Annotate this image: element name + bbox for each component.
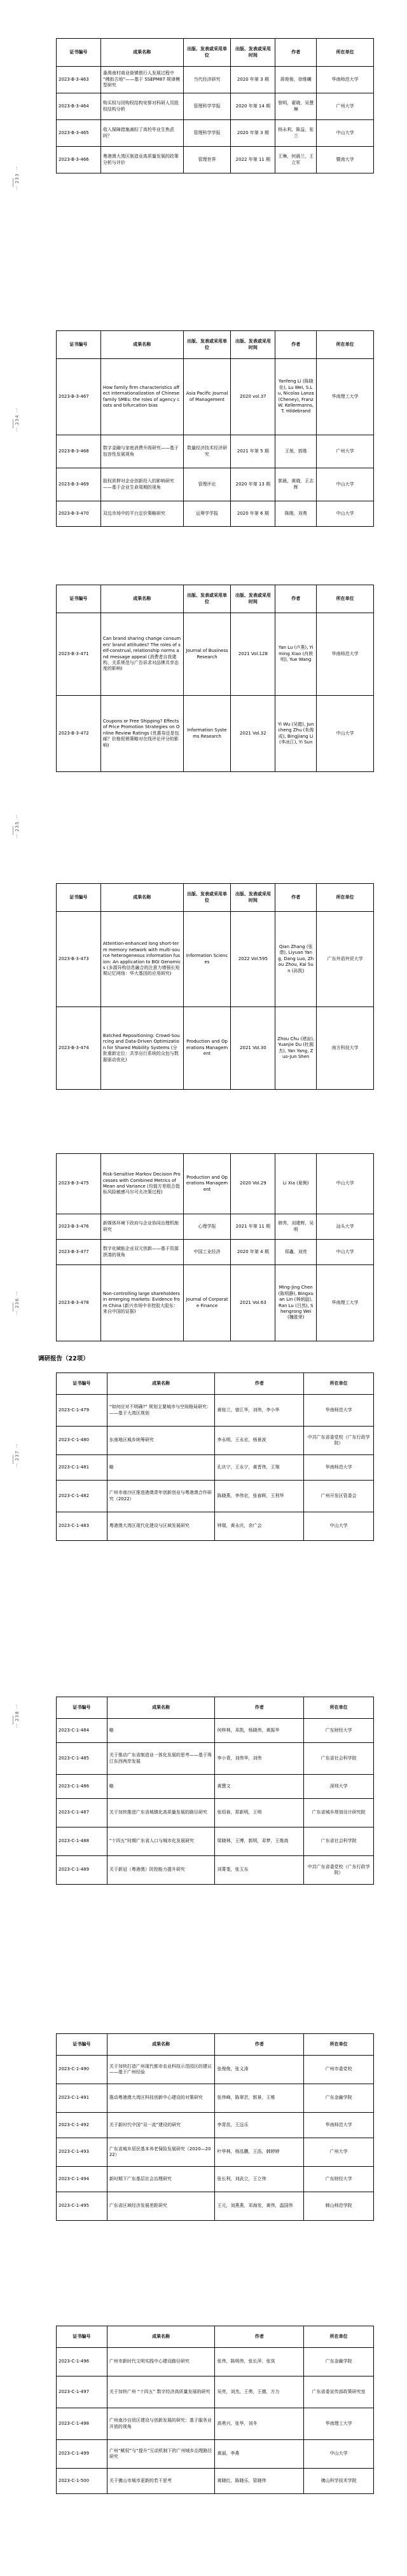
col-header-publisher: 出版、发表或采用单位 xyxy=(183,884,231,912)
cell-title: 关于佛山市城市更新的若干思考 xyxy=(107,2469,215,2494)
cell-author: 杨永利，陈益，张兰 xyxy=(275,120,317,147)
table-row xyxy=(57,147,374,173)
cell-date: 2022 年第 11 期 xyxy=(231,147,275,173)
cell-author: 王琳，何晨兰，王立军 xyxy=(275,147,317,173)
table-row xyxy=(57,1856,374,1885)
cell-cert-no: 2023-C-1-496 xyxy=(57,2348,107,2376)
cell-cert-no: 2023-C-1-488 xyxy=(57,1827,107,1856)
cell-publisher: Journal of Corporate Finance xyxy=(183,1265,231,1341)
table-header-row xyxy=(57,1373,374,1395)
cell-cert-no: 2023-C-1-493 xyxy=(57,2138,107,2167)
cell-cert-no: 2023-C-1-483 xyxy=(57,1512,107,1541)
cell-unit: 韩山师范学院 xyxy=(304,2192,374,2221)
cell-date: 2021 Vol.128 xyxy=(231,613,275,696)
cell-cert-no: 2023-C-1-482 xyxy=(57,1481,107,1512)
report-table-2 xyxy=(56,1697,374,1885)
cell-cert-no: 2023-C-1-497 xyxy=(57,2376,107,2408)
cell-title: Risk-Sensitive Markov Decision Processes with Combined Metrics of Mean and Variance (均值方差组合指标风险敏感马尔可夫决策过程) xyxy=(100,1154,183,1214)
cell-author: 孔庆宁，王永宁，黄晋伟，王翔 xyxy=(215,1455,304,1481)
cell-author: 吴亮，刘杰，王勇，王德，方力 xyxy=(215,2376,304,2408)
table-row xyxy=(57,120,374,147)
cell-publisher: Journal of Business Research xyxy=(183,613,231,696)
cell-title: 略 xyxy=(107,1775,215,1799)
table-row xyxy=(57,2138,374,2167)
cell-author: Yan Lu (卢燕), Yiming Xiao (肖轶明), Yue Wang xyxy=(275,613,317,696)
cell-cert-no: 2023-B-3-475 xyxy=(57,1154,101,1214)
cell-author: Ming-Jing Chen (陈明静), Bingxuan Lin (林炳旋), Ran Lu (吕然), Shengrong Wei (魏胜荣) xyxy=(275,1265,317,1341)
cell-author: 钟瑞，黄永庆，余广会 xyxy=(215,1512,304,1541)
page-number: 一 234 一 xyxy=(15,407,20,432)
cell-unit: 暨南大学 xyxy=(317,147,374,173)
cell-author: 王旭，郭维 xyxy=(275,435,317,468)
cell-unit: 华南师范大学 xyxy=(304,1395,374,1427)
cell-unit: 广东省社会科学院 xyxy=(304,1743,374,1775)
cell-author: 叶华林，杨泓鹏，王浩，韩婷婷 xyxy=(215,2138,304,2167)
cell-cert-no: 2023-C-1-484 xyxy=(57,1719,107,1743)
cell-title: Coupons or Free Shipping? Effects of Price Promotion Strategies on Online Review Ratings (优惠券还是包邮？价格促销策略对在线评论评分的影响) xyxy=(100,696,183,772)
table-header-row xyxy=(57,331,374,359)
table-header-row xyxy=(57,2326,374,2348)
table-row xyxy=(57,696,374,772)
table-row xyxy=(57,67,374,93)
cell-date: 2021 Vol.32 xyxy=(231,696,275,772)
cell-unit: 中山大学 xyxy=(317,120,374,147)
cell-cert-no: 2023-B-3-467 xyxy=(57,359,101,435)
col-header-cert-no: 证书编号 xyxy=(57,39,101,67)
cell-unit: 广东省社会科学院 xyxy=(304,1827,374,1856)
col-header-title: 成果名称 xyxy=(100,331,183,359)
cell-date: 2020 年第 14 期 xyxy=(231,93,275,120)
table-row xyxy=(57,1265,374,1341)
cell-author: Li Xia (夏俐) xyxy=(275,1154,317,1214)
cell-title: 数字化赋能企业双元创新——基于资源拼凑的视角 xyxy=(100,1240,183,1265)
cell-cert-no: 2023-B-3-474 xyxy=(57,1007,101,1090)
cell-unit: 广东财经大学 xyxy=(304,2167,374,2192)
table-header-row xyxy=(57,884,374,912)
cell-cert-no: 2023-C-1-485 xyxy=(57,1743,107,1775)
cell-author: 刘菁斐，张玉东 xyxy=(215,1856,304,1885)
cell-unit: 中山大学 xyxy=(317,468,374,501)
cell-author: 郭晨，黄晓，王志辉 xyxy=(275,468,317,501)
col-header-unit: 所在单位 xyxy=(304,2034,374,2056)
table-row xyxy=(57,1827,374,1856)
table-row xyxy=(57,93,374,120)
cell-unit: 华南师范大学 xyxy=(304,2113,374,2138)
cell-author: 陈刚，刘勇 xyxy=(275,501,317,527)
cell-date: 2020 年第 6 期 xyxy=(231,501,275,527)
cell-cert-no: 2023-B-3-478 xyxy=(57,1265,101,1341)
col-header-author: 作者 xyxy=(215,2326,304,2348)
cell-unit: 广东金融学院 xyxy=(304,2348,374,2376)
cell-author: 黄晓红，陈晓乐，管晓伟 xyxy=(215,2469,304,2494)
col-header-unit: 所在单位 xyxy=(304,2326,374,2348)
cell-cert-no: 2023-C-1-481 xyxy=(57,1455,107,1481)
table-header-row xyxy=(57,2034,374,2056)
cell-publisher: 管理科学学报 xyxy=(183,120,231,147)
cell-unit: 汕头大学 xyxy=(317,1214,374,1240)
col-header-unit: 所在单位 xyxy=(317,331,374,359)
cell-unit: 佛山科学技术学院 xyxy=(304,2469,374,2494)
col-header-unit: 所在单位 xyxy=(317,884,374,912)
cell-unit: 中山大学 xyxy=(304,1512,374,1541)
cell-date: 2020 年第 13 期 xyxy=(231,468,275,501)
cell-date: 2020 年第 3 期 xyxy=(231,120,275,147)
cell-author: 郑鑫，刘亮 xyxy=(275,1240,317,1265)
col-header-date: 出版、发表或采用时间 xyxy=(231,884,275,912)
cell-cert-no: 2023-B-3-466 xyxy=(57,147,101,173)
cell-author: 蒋俊俊，徐维曦 xyxy=(275,67,317,93)
cell-publisher: 运筹学学报 xyxy=(183,501,231,527)
cell-unit: 广东省城乡规划设计研究院 xyxy=(304,1799,374,1827)
cell-cert-no: 2023-C-1-487 xyxy=(57,1799,107,1827)
award-table-4 xyxy=(56,883,374,1090)
cell-unit: 中山大学 xyxy=(317,1154,374,1214)
col-header-cert-no: 证书编号 xyxy=(57,2034,107,2056)
col-header-title: 成果名称 xyxy=(107,2326,215,2348)
cell-unit: 中山大学 xyxy=(317,501,374,527)
award-table-5 xyxy=(56,1153,374,1341)
table-row xyxy=(57,2192,374,2221)
cell-title: 广州市南沙区推进港澳青年创新创业与粤港澳合作研究（2022） xyxy=(107,1481,215,1512)
col-header-unit: 所在单位 xyxy=(317,585,374,613)
cell-date: 2021 年第 11 期 xyxy=(231,1214,275,1240)
cell-publisher: Production and Operations Management xyxy=(183,1007,231,1090)
cell-date: 2021 Vol.30 xyxy=(231,1007,275,1090)
cell-cert-no: 2023-B-3-477 xyxy=(57,1240,101,1265)
col-header-author: 作者 xyxy=(275,884,317,912)
table-row xyxy=(57,1743,374,1775)
table-row xyxy=(57,1719,374,1743)
cell-unit: 南方科技大学 xyxy=(317,1007,374,1090)
cell-author: 李永明，王永宏，杨景波 xyxy=(215,1427,304,1455)
table-row xyxy=(57,435,374,468)
col-header-date: 出版、发表或采用时间 xyxy=(231,331,275,359)
page-number: 一 235 一 xyxy=(15,814,20,839)
cell-title: 略 xyxy=(107,1719,215,1743)
col-header-cert-no: 证书编号 xyxy=(57,2326,107,2348)
col-header-title: 成果名称 xyxy=(107,1373,215,1395)
page-number: 一 238 一 xyxy=(15,1704,20,1728)
cell-cert-no: 2023-C-1-486 xyxy=(57,1775,107,1799)
cell-cert-no: 2023-B-3-468 xyxy=(57,435,101,468)
cell-author: 张长利，刘武立，王立伟 xyxy=(215,2167,304,2192)
col-header-author: 作者 xyxy=(215,2034,304,2056)
cell-publisher: Information Systems Research xyxy=(183,696,231,772)
cell-author: 高勇兴，张华，刘冬 xyxy=(215,2408,304,2440)
page-number: 一 236 一 xyxy=(15,1291,20,1315)
cell-unit: 广州开发区管委会 xyxy=(304,1481,374,1512)
cell-cert-no: 2023-B-3-463 xyxy=(57,67,101,93)
col-header-publisher: 出版、发表或采用单位 xyxy=(183,585,231,613)
col-header-title: 成果名称 xyxy=(100,39,183,67)
table-row xyxy=(57,1395,374,1427)
cell-unit: 广东金融学院 xyxy=(304,2084,374,2113)
cell-title: 广州南沙自贸区建设与创新发展的研究：基于服务业开放的视角 xyxy=(107,2408,215,2440)
cell-cert-no: 2023-B-3-465 xyxy=(57,120,101,147)
cell-title: 关于新冠（粤港澳）防控能力提升研究 xyxy=(107,1856,215,1885)
award-table-2 xyxy=(56,330,374,527)
cell-cert-no: 2023-C-1-480 xyxy=(57,1427,107,1455)
cell-unit: 中山大学 xyxy=(317,1240,374,1265)
table-row xyxy=(57,468,374,501)
col-header-date: 出版、发表或采用时间 xyxy=(231,585,275,613)
cell-title: 略 xyxy=(107,1455,215,1481)
cell-cert-no: 2023-C-1-491 xyxy=(57,2084,107,2113)
table-row xyxy=(57,501,374,527)
table-row xyxy=(57,2408,374,2440)
table-row xyxy=(57,359,374,435)
cell-cert-no: 2023-C-1-494 xyxy=(57,2167,107,2192)
cell-cert-no: 2023-B-3-476 xyxy=(57,1214,101,1240)
cell-author: 黄慧文 xyxy=(215,1775,304,1799)
cell-title: 关于加快推进广东省城镇化高质量发展的路径研究 xyxy=(107,1799,215,1827)
table-row xyxy=(57,2084,374,2113)
cell-author: 张俊俊，张义涛 xyxy=(215,2056,304,2084)
cell-publisher: 中国工业经济 xyxy=(183,1240,231,1265)
table-row xyxy=(57,1775,374,1799)
cell-publisher: 心理学报 xyxy=(183,1214,231,1240)
table-row xyxy=(57,1214,374,1240)
cell-title: 股权质押对企业创新投入的影响研究——基于企业生命周期的视角 xyxy=(100,468,183,501)
cell-author: 何梓林，邓凯，杨晓伟，黄振华 xyxy=(215,1719,304,1743)
cell-unit: 广州市委党校 xyxy=(304,2056,374,2084)
cell-title: “十四五”时期广东省人口与城市化发展研究 xyxy=(107,1827,215,1856)
cell-unit: 中山大学 xyxy=(317,696,374,772)
cell-author: 陈晓燕，李伟宏，张春晖，王利华 xyxy=(215,1481,304,1512)
cell-publisher: 当代经济研究 xyxy=(183,67,231,93)
cell-title: 新时期下广东基层社会治理研究 xyxy=(107,2167,215,2192)
cell-title: 数字金融与家庭消费升级研究——基于包容性发展视角 xyxy=(100,435,183,468)
table-header-row xyxy=(57,585,374,613)
cell-title: 广州“赋权”与“提升”互动机制下的广州城乡治理路径研究 xyxy=(107,2440,215,2469)
cell-title: 购买权与回购权结构安排对科研人员股权结构分析 xyxy=(100,93,183,120)
cell-title: 新媒体环境下政府与企业协同治理机制研究 xyxy=(100,1214,183,1240)
cell-unit: 中山大学 xyxy=(304,2440,374,2469)
cell-title: 广州市新时代文明实践中心建设路径研究 xyxy=(107,2348,215,2376)
cell-unit: 广州大学 xyxy=(317,93,374,120)
table-row xyxy=(57,1007,374,1090)
cell-cert-no: 2023-C-1-498 xyxy=(57,2408,107,2440)
cell-unit: 广东外语外贸大学 xyxy=(317,912,374,1007)
col-header-unit: 所在单位 xyxy=(304,1697,374,1719)
table-row xyxy=(57,1427,374,1455)
col-header-title: 成果名称 xyxy=(107,2034,215,2056)
col-header-publisher: 出版、发表或采用单位 xyxy=(183,331,231,359)
col-header-title: 成果名称 xyxy=(100,884,183,912)
cell-title: How family firm characteristics affect internationalization of Chinese family SMEs: the roles of agency costs and bifurcation bias xyxy=(100,359,183,435)
cell-unit: 华南理工大学 xyxy=(304,2408,374,2440)
table-row xyxy=(57,2376,374,2408)
cell-author: 王元，刘燕燕，邓海发，黄伟，温国伟 xyxy=(215,2192,304,2221)
table-row xyxy=(57,2113,374,2138)
cell-author: Qian Zhang (张倩), Liyuan Yang, Dang Luo, Zhou Zhou, Kai Sun (孙凯) xyxy=(275,912,317,1007)
cell-cert-no: 2023-C-1-492 xyxy=(57,2113,107,2138)
cell-author: 李青苗，王远乐 xyxy=(215,2113,304,2138)
cell-cert-no: 2023-B-3-469 xyxy=(57,468,101,501)
cell-unit: 华南师范大学 xyxy=(317,67,374,93)
table-row xyxy=(57,2056,374,2084)
table-row xyxy=(57,912,374,1007)
table-row xyxy=(57,1512,374,1541)
cell-publisher: 数量经济技术经济研究 xyxy=(183,435,231,468)
cell-date: 2020 Vol.29 xyxy=(231,1154,275,1214)
col-header-cert-no: 证书编号 xyxy=(57,1373,107,1395)
cell-author: 张伟峰，陈翠芸，郭景，王维 xyxy=(215,2084,304,2113)
cell-cert-no: 2023-B-3-464 xyxy=(57,93,101,120)
table-header-row xyxy=(57,39,374,67)
cell-publisher: Information Sciences xyxy=(183,912,231,1007)
cell-title: 东南地区城乡统筹研究 xyxy=(107,1427,215,1455)
cell-unit: 广州大学 xyxy=(317,435,374,468)
cell-title: 关于加快打造广州现代都市农业科技示范园区的建议——基于广州经验 xyxy=(107,2056,215,2084)
cell-unit: 广州大学 xyxy=(304,2138,374,2167)
cell-cert-no: 2023-C-1-489 xyxy=(57,1856,107,1885)
cell-author: 黄桂兰，曾江华，刘伟，李小华 xyxy=(215,1395,304,1427)
cell-title: 双边市场中的平台定价策略研究 xyxy=(100,501,183,527)
table-row xyxy=(57,1154,374,1214)
table-row xyxy=(57,613,374,696)
col-header-publisher: 出版、发表或采用单位 xyxy=(183,39,231,67)
col-header-author: 作者 xyxy=(275,331,317,359)
col-header-title: 成果名称 xyxy=(100,585,183,613)
cell-cert-no: 2023-B-3-471 xyxy=(57,613,101,696)
col-header-author: 作者 xyxy=(275,39,317,67)
cell-author: 李小青，刘伟华，刘伟 xyxy=(215,1743,304,1775)
col-header-cert-no: 证书编号 xyxy=(57,1697,107,1719)
cell-cert-no: 2023-C-1-479 xyxy=(57,1395,107,1427)
cell-cert-no: 2023-C-1-500 xyxy=(57,2469,107,2494)
cell-title: 广东省区域经济发展差距研究 xyxy=(107,2192,215,2221)
cell-date: 2021 Vol.63 xyxy=(231,1265,275,1341)
table-header-row xyxy=(57,1697,374,1719)
col-header-author: 作者 xyxy=(215,1697,304,1719)
cell-title: 关于新时代中国“双一流”建设的研究 xyxy=(107,2113,215,2138)
cell-publisher: Asia Pacific Journal of Management xyxy=(183,359,231,435)
cell-author: 梁晓林，王博，郭明，邓梦，王维高 xyxy=(215,1827,304,1856)
cell-cert-no: 2023-C-1-495 xyxy=(57,2192,107,2221)
cell-title: 广东省城乡居民基本养老保险发展研究（2020—2022） xyxy=(107,2138,215,2167)
col-header-unit: 所在单位 xyxy=(304,1373,374,1395)
cell-publisher: 管理科学学报 xyxy=(183,93,231,120)
cell-unit: 华南师范大学 xyxy=(317,613,374,696)
cell-unit: 中共广东省委党校（广东行政学院） xyxy=(304,1856,374,1885)
award-table-3 xyxy=(56,585,374,772)
cell-title: Non-controlling large shareholders in emerging markets: Evidence from China (新兴市场中非控股大股东：来自中国的证据) xyxy=(100,1265,183,1341)
col-header-author: 作者 xyxy=(215,1373,304,1395)
cell-unit: 广东财经大学 xyxy=(304,1719,374,1743)
section-title: 调研报告（22项） xyxy=(38,1355,89,1362)
col-header-date: 出版、发表或采用时间 xyxy=(231,39,275,67)
table-row xyxy=(57,1455,374,1481)
cell-date: 2020 年第 3 期 xyxy=(231,67,275,93)
table-row xyxy=(57,1481,374,1512)
cell-date: 2020 年第 4 期 xyxy=(231,1240,275,1265)
cell-title: 粤港澳大湾区现代化建设与区域发展研究 xyxy=(107,1512,215,1541)
page-number: 一 233 一 xyxy=(15,166,20,191)
cell-author: 曾明，翟晓，吴慧琳 xyxy=(275,93,317,120)
cell-cert-no: 2023-C-1-490 xyxy=(57,2056,107,2084)
table-row xyxy=(57,2348,374,2376)
cell-unit: 深圳大学 xyxy=(304,1775,374,1799)
table-row xyxy=(57,1799,374,1827)
cell-cert-no: 2023-B-3-470 xyxy=(57,501,101,527)
col-header-author: 作者 xyxy=(275,585,317,613)
cell-author: 张绍春，郑新明，王明 xyxy=(215,1799,304,1827)
cell-date: 2022 Vol.595 xyxy=(231,912,275,1007)
cell-cert-no: 2023-C-1-499 xyxy=(57,2440,107,2469)
cell-date: 2020 vol.37 xyxy=(231,359,275,435)
table-row xyxy=(57,2167,374,2192)
table-row xyxy=(57,2440,374,2469)
cell-author: 韩秀，刘建辉，吴明 xyxy=(275,1214,317,1240)
col-header-cert-no: 证书编号 xyxy=(57,585,101,613)
cell-title: 番禺南村商业街镇银行人发展过程中 “佛街古地”——基于 SSEPM87 规律模型研究 xyxy=(100,67,183,93)
cell-title: 关于推动广东省制造业一体化发展的思考——基于珠江东西两岸发展 xyxy=(107,1743,215,1775)
cell-unit: 广东省委宣传部政策研究室 xyxy=(304,2376,374,2408)
col-header-unit: 所在单位 xyxy=(317,39,374,67)
cell-unit: 华南理工大学 xyxy=(317,1265,374,1341)
cell-title: 推动粤港澳大湾区科技创新中心建设的对策研究 xyxy=(107,2084,215,2113)
cell-author: 黄丽，李燕 xyxy=(215,2440,304,2469)
cell-publisher: Production and Operations Management xyxy=(183,1154,231,1214)
cell-author: Yi Wu (吴懿), Juncheng Zhu (朱俊成), Bingjiang Li (李冰江), Yi Sun xyxy=(275,696,317,772)
col-header-cert-no: 证书编号 xyxy=(57,331,101,359)
table-row xyxy=(57,2469,374,2494)
cell-unit: 华南理工大学 xyxy=(317,359,374,435)
cell-author: Zhou Chu (褚宙), Yuanjie Du (杜圆杰), Yan Yang, Zuo-Jun Shen xyxy=(275,1007,317,1090)
cell-unit: 中共广东省委党校（广东行政学院） xyxy=(304,1427,374,1455)
page-number: 一 237 一 xyxy=(15,1443,20,1468)
report-table-1 xyxy=(56,1373,374,1541)
cell-publisher: 管理世界 xyxy=(183,147,231,173)
col-header-cert-no: 证书编号 xyxy=(57,884,101,912)
cell-publisher: 管理评论 xyxy=(183,468,231,501)
cell-title: “如何应对不明确?” 规划主要城市与空间格局研究：——基于大湾区规划 xyxy=(107,1395,215,1427)
cell-date: 2021 年第 5 期 xyxy=(231,435,275,468)
report-table-4 xyxy=(56,2326,374,2494)
cell-title: Can brand sharing change consumers' brand attitudes? The roles of self-construal, relationship norms and message appeal (消费者自我建构、关系规范与广告诉求对品牌共享态度的影响) xyxy=(100,613,183,696)
cell-cert-no: 2023-B-3-472 xyxy=(57,696,101,772)
cell-unit: 华南师范大学 xyxy=(304,1455,374,1481)
col-header-title: 成果名称 xyxy=(107,1697,215,1719)
cell-title: 收入保障措施减轻了高校毕业生焦虑吗？ xyxy=(100,120,183,147)
cell-title: Attention-enhanced long short-term memory network with multi-source heterogeneous information fusion: An application to BGI Genomics (多源异构信息融合的注意力增强长短期记忆网络：华大基因的应用研究) xyxy=(100,912,183,1007)
cell-cert-no: 2023-B-3-473 xyxy=(57,912,101,1007)
cell-title: 关于加快广州 “十四五” 数字经济高质量发展的研究 xyxy=(107,2376,215,2408)
table-row xyxy=(57,1240,374,1265)
cell-author: Yanfeng Li (陈晓伦), Lu Wei, S.Lu, Nicolas Lanza (Cheney), Franz W. Kellermanns, T. Hildebrand xyxy=(275,359,317,435)
report-table-3 xyxy=(56,2033,374,2221)
cell-title: Batched Repositioning: Crowd-Sourcing and Data-Driven Optimization for Shared Mobility Systems (分批重新定位：共享出行系统的众包与数据驱动优化) xyxy=(100,1007,183,1090)
award-table-1 xyxy=(56,38,374,173)
cell-title: 粤港澳大湾区制造业高质量发展的政策分析与评价 xyxy=(100,147,183,173)
cell-author: 张伟，陈明伟，张长萍，张岚 xyxy=(215,2348,304,2376)
